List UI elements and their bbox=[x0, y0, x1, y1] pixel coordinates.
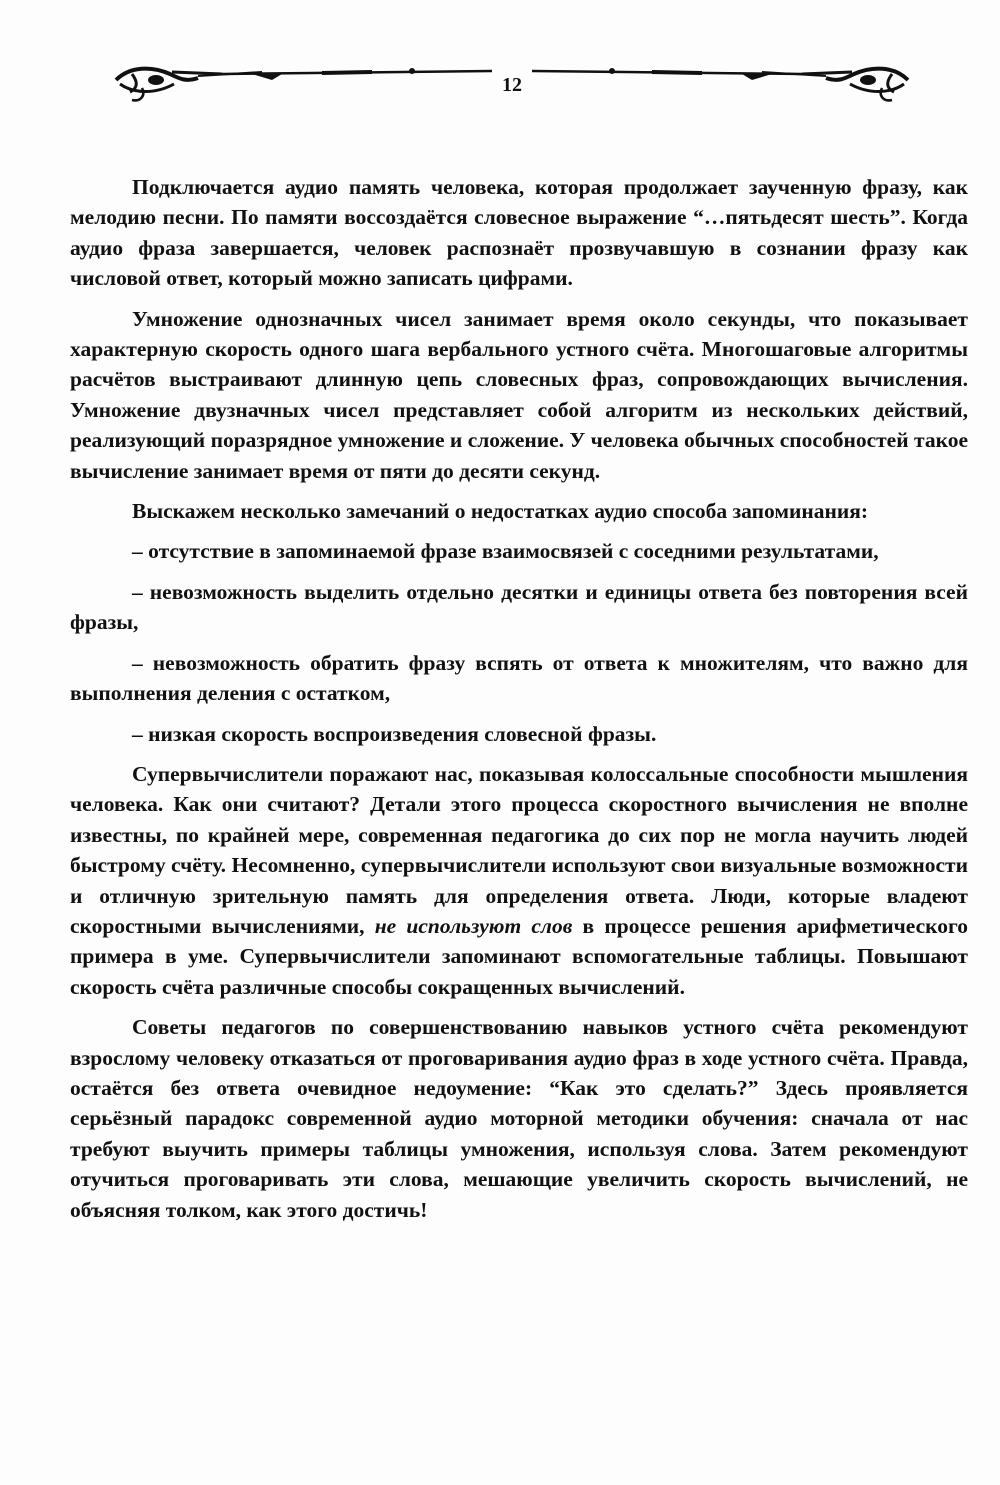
emphasis-text: не используют слов bbox=[374, 913, 573, 938]
list-item: – низкая скорость воспроизведения словесной фразы. bbox=[132, 721, 657, 746]
list-item: – невозможность обратить фразу вспять от ответа к множителям, что важно для выполнения деления с остатком, bbox=[70, 650, 968, 706]
paragraph-text-before: Супервычислители поражают нас, показывая колоссальные способности мышления человека. Как они считают? Детали этого процесса скоростного вычисления не вполне известны, по крайней мере, современная педагогика до сих пор не могла научить людей быстрому счёту. Несомненно, супервычислители используют свои визуальные возможности и отличную зрительную память для определения ответа. Люди, которые владеют скоростными вычислениями, bbox=[70, 761, 968, 938]
paragraph-teacher-advice: Советы педагогов по совершенствованию навыков устного счёта рекомендуют взрослому человеку отказаться от проговаривания аудио фраз в ходе устного счёта. Правда, остаётся без ответа очевидное недоумение: “Как это сделать?” Здесь проявляется серьёзный парадокс современной аудио моторной методики обучения: сначала от нас требуют выучить примеры таблицы умножения, используя слова. Затем рекомендуют отучиться проговаривать эти слова, мешающие увеличить скорость вычислений, не объясняя толком, как этого достичь! bbox=[70, 1015, 968, 1222]
right-ornament-icon bbox=[532, 58, 912, 108]
left-ornament-icon bbox=[112, 58, 492, 108]
paragraph-multiplication-speed: Умножение однозначных чисел занимает время около секунды, что показывает характерную скорость одного шага вербального устного счёта. Многошаговые алгоритмы расчётов выстраивают длинную цепь словесных фраз, сопровождающих вычисления. Умножение двузначных чисел представляет собой алгоритм из нескольких действий, реализующий поразрядное умножение и сложение. У человека обычных способностей такое вычисление занимает время от пяти до десяти секунд. bbox=[70, 306, 968, 483]
paragraph-supercalculators bbox=[70, 759, 968, 1002]
page-body bbox=[70, 172, 968, 1235]
list-item: – невозможность выделить отдельно десятки и единицы ответа без повторения всей фразы, bbox=[70, 579, 968, 635]
paragraph-text-after: в процессе решения арифметического примера в уме. Супервычислители запоминают вспомогательные таблицы. Повышают скорость счёта различные способы сокращенных вычислений. bbox=[70, 913, 968, 999]
list-item: – отсутствие в запоминаемой фразе взаимосвязей с соседними результатами, bbox=[132, 539, 879, 564]
page-header bbox=[112, 58, 912, 108]
paragraph-audio-memory: Подключается аудио память человека, которая продолжает заученную фразу, как мелодию песни. По памяти воссоздаётся словесное выражение “…пятьдесят шесть”. Когда аудио фраза завершается, человек распознаёт прозвучавшую в сознании фразу как числовой ответ, который можно записать цифрами. bbox=[70, 175, 968, 291]
page-number: 12 bbox=[502, 74, 522, 96]
paragraph-remarks-intro: Выскажем несколько замечаний о недостатках аудио способа запоминания: bbox=[132, 499, 869, 524]
